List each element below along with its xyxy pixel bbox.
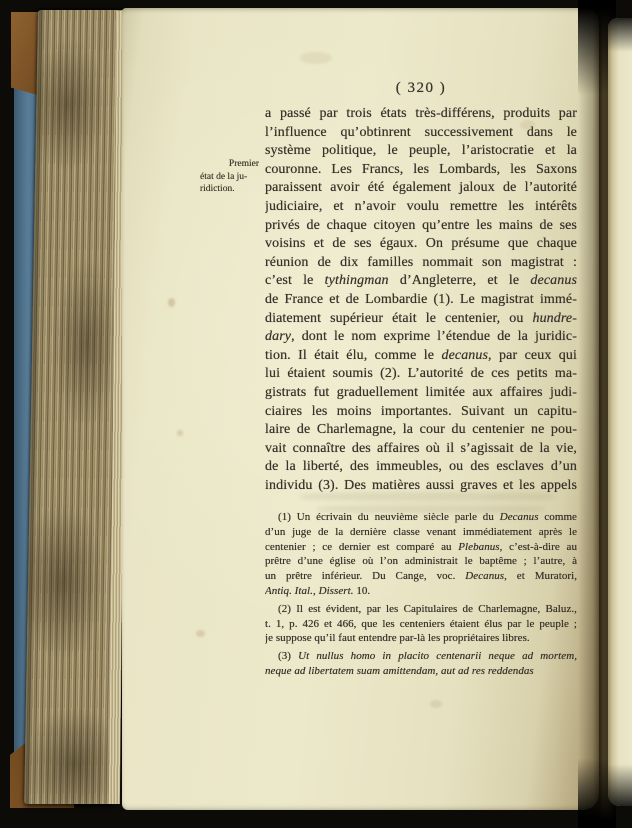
body-line: couronne. Les Francs, les Lombards, les Saxons	[265, 161, 577, 177]
body-line: système politique, le peuple, l’aristocratie et la	[265, 143, 577, 159]
body-line: lui étaient soumis (2). L’autorité de ces petits ma-	[265, 366, 577, 382]
footnote-line: je suppose qu’il faut entendre par-là les propriétaires libres.	[265, 632, 530, 645]
body-line: l’influence qu’obtinrent successivement dans le	[265, 124, 577, 140]
footnote	[265, 510, 577, 599]
footnote-line: centenier ; ce dernier est comparé au Plebanus, c’est-à-dire au	[265, 540, 577, 553]
margin-note	[200, 158, 262, 196]
footnote	[265, 649, 577, 679]
body-line: gistrats fut graduellement limitée aux affaires judi-	[265, 384, 577, 400]
body-line: tion. Il était élu, comme le decanus, par ceux qui	[265, 347, 577, 363]
margin-note-line: état de la ju-	[200, 171, 248, 182]
body-line: de France et de Lombardie (1). Le magistrat immé-	[265, 291, 577, 307]
body-line: c’est le tythingman d’Angleterre, et le decanus	[265, 273, 577, 289]
foxing-stain	[196, 630, 205, 637]
page-number: ( 320 )	[395, 80, 447, 96]
footnote-line: (1) Un écrivain du neuvième siècle parle du Decanus comme	[278, 511, 577, 523]
foxing-stain	[520, 120, 535, 130]
body-line: dary, dont le nom exprime l’étendue de la juridic-	[265, 329, 577, 345]
footnote-line: neque ad libertatem suam amittendam, aut ad res reddendas	[265, 664, 534, 677]
body-line: vait connaître des affaires où il s’agissait de la vie,	[265, 440, 577, 456]
footnote-line: prêtre d’une église où l’on administrait le baptême ; l’autre, à	[265, 555, 577, 568]
body-line: diatement supérieur était le centenier, ou hundre-	[265, 310, 577, 326]
body-line: de la liberté, des immeubles, ou des esclaves d’un	[265, 459, 577, 475]
foxing-stain	[430, 700, 442, 708]
foxing-stain	[177, 430, 183, 436]
body-line: paraissent avoir été également jaloux de l’autorité	[265, 180, 577, 196]
body-line: privés de chaque citoyen qu’entre les mains de ses	[265, 217, 577, 233]
footnotes	[265, 510, 577, 682]
body-line: laire de Charlemagne, la cour du centenier ne pou-	[265, 422, 577, 438]
book-page	[122, 8, 599, 810]
footnote-line: t. 1, p. 426 et 466, que les centeniers étaient élus par le peuple ;	[265, 617, 577, 630]
body-line: judiciaire, et n’avoir voulu remettre les intérêts	[265, 198, 577, 214]
body-line: individu (3). Des matières aussi graves et les appels	[265, 477, 577, 493]
footnote	[265, 602, 577, 646]
body-line: voisins et de ses égaux. On présume que chaque	[265, 236, 577, 252]
footnote-line: Antiq. Ital., Dissert. 10.	[265, 584, 371, 597]
body-line: ciaires les moins importantes. Suivant un capitu-	[265, 403, 577, 419]
margin-note-line: Premier	[228, 159, 259, 169]
footnote-line: un prêtre inférieur. Du Cange, voc. Decanus, et Muratori,	[265, 570, 577, 583]
foxing-stain	[300, 52, 332, 64]
margin-note-line: ridiction.	[200, 184, 235, 194]
body-line: réunion de dix familles nommait son magistrat :	[265, 254, 577, 270]
body-line: a passé par trois états très-différens, produits par	[265, 106, 577, 121]
facing-page-edge	[608, 18, 632, 806]
footnote-line: (3) Ut nullus homo in placito centenarii neque ad mortem,	[278, 650, 577, 663]
body-text	[265, 105, 577, 495]
foxing-stain	[168, 298, 175, 307]
show-through-smudge	[300, 492, 555, 501]
footnote-line: (2) Il est évident, par les Capitulaires de Charlemagne, Baluz.,	[278, 602, 577, 615]
footnote-line: d’un juge de la dernière classe venant immédiatement après le	[265, 525, 577, 538]
